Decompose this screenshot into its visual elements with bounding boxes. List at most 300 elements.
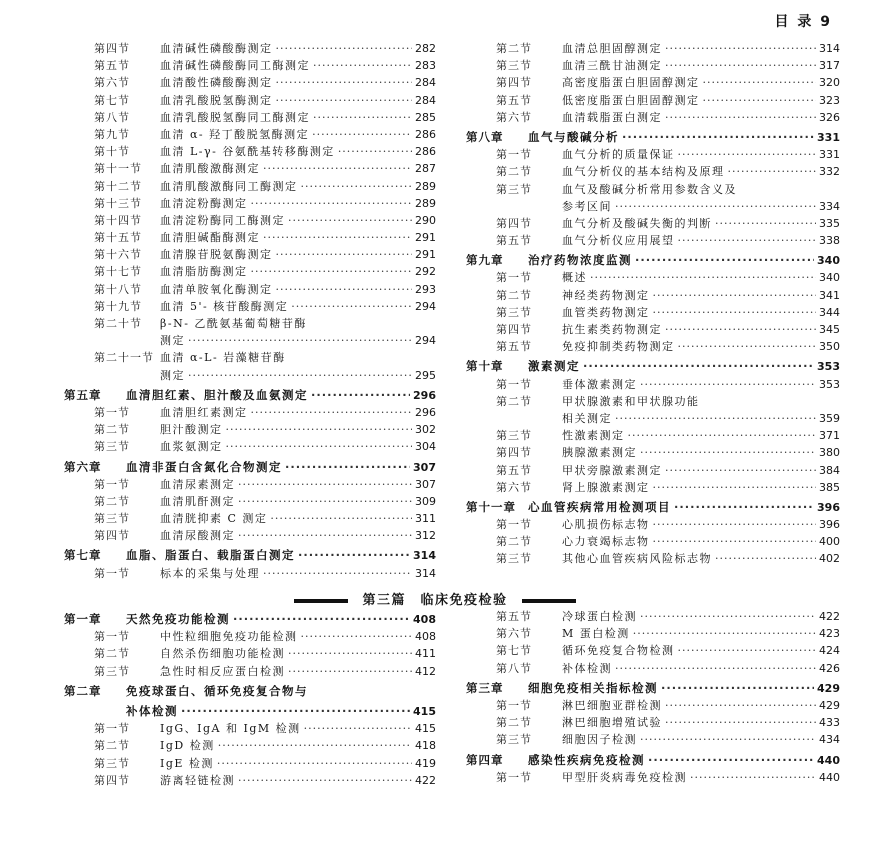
toc-entry-title: 血清酸性磷酸酶测定	[160, 76, 273, 90]
leader-dots	[665, 697, 816, 714]
toc-entry-page: 290	[415, 213, 436, 227]
toc-entry-label: 第八章	[466, 129, 504, 144]
toc-entry-title: 血清乳酸脱氢酶同工酶测定	[160, 110, 310, 124]
toc-entry-page: 292	[415, 265, 436, 279]
toc-entry-title: 测定	[160, 368, 185, 382]
toc-entry-page: 307	[415, 477, 436, 491]
toc-entry-title: 补体检测	[126, 703, 178, 718]
toc-entry-page: 295	[415, 368, 436, 382]
toc-entry-title: 血气与酸碱分析	[528, 129, 619, 144]
toc-entry-label: 第一节	[94, 630, 130, 644]
toc-entry-page: 396	[819, 518, 840, 532]
toc-column-right-top	[466, 40, 840, 568]
toc-entry-title: 血气分析仪的基本结构及原理	[562, 165, 725, 179]
toc-entry-title: 免疫球蛋白、循环免疫复合物与	[126, 683, 308, 698]
toc-section-entry	[64, 74, 436, 91]
leader-dots	[301, 178, 413, 195]
toc-entry-page: 296	[415, 405, 436, 419]
toc-entry-title: 血清 α-L- 岩藻糖苷酶	[160, 351, 286, 365]
toc-entry-page: 418	[415, 739, 436, 753]
leader-dots	[703, 92, 817, 109]
toc-entry-page: 440	[819, 770, 840, 784]
leader-dots	[251, 195, 413, 212]
leader-dots	[715, 550, 816, 567]
toc-entry-page: 344	[819, 305, 840, 319]
toc-entry-title: 血清胆红素测定	[160, 405, 248, 419]
toc-chapter-entry	[466, 680, 840, 697]
toc-chapter-entry	[64, 611, 436, 628]
toc-entry-title: 概述	[562, 271, 587, 285]
toc-entry-label: 第三节	[94, 756, 130, 770]
toc-entry-label: 第三节	[496, 552, 532, 566]
toc-entry-label: 第七节	[94, 93, 130, 107]
toc-section-entry	[466, 516, 840, 533]
toc-entry-label: 第一节	[496, 518, 532, 532]
toc-entry-page: 309	[415, 494, 436, 508]
toc-entry-label: 第六节	[496, 480, 532, 494]
toc-entry-label: 第二节	[94, 423, 130, 437]
leader-dots	[238, 476, 412, 493]
leader-dots	[665, 714, 816, 731]
toc-entry-title: 血清胆碱酯酶测定	[160, 231, 260, 245]
leader-dots	[678, 642, 817, 659]
leader-dots	[226, 438, 413, 455]
leader-dots	[690, 769, 816, 786]
toc-entry-label: 第二节	[94, 494, 130, 508]
toc-entry-title: 血清淀粉酶同工酶测定	[160, 213, 285, 227]
toc-entry-title: 淋巴细胞增殖试验	[562, 716, 662, 730]
toc-entry-page: 296	[413, 388, 436, 402]
toc-entry-label: 第十七节	[94, 265, 142, 279]
toc-entry-title: 冷球蛋白检测	[562, 610, 637, 623]
leader-dots	[665, 109, 816, 126]
toc-entry-title: 血管类药物测定	[562, 305, 650, 319]
toc-entry-title: 血气分析的质量保证	[562, 148, 675, 162]
toc-entry-label: 第三节	[496, 59, 532, 73]
toc-entry-title: 血脂、脂蛋白、载脂蛋白测定	[126, 548, 295, 563]
toc-section-entry	[64, 720, 436, 737]
toc-entry-title: 激素测定	[528, 359, 580, 374]
toc-entry-page: 353	[817, 360, 840, 374]
toc-entry-page: 396	[817, 500, 840, 514]
toc-entry-label: 第三节	[496, 733, 532, 747]
leader-dots	[728, 163, 817, 180]
toc-section-entry	[64, 92, 436, 109]
toc-entry-label: 第一节	[496, 377, 532, 391]
toc-entry-page: 314	[413, 549, 436, 563]
toc-entry-title: 天然免疫功能检测	[126, 612, 230, 626]
toc-section-entry	[64, 421, 436, 438]
toc-entry-page: 340	[819, 271, 840, 285]
toc-section-entry	[64, 367, 436, 384]
leader-dots	[640, 376, 816, 393]
toc-chapter-entry	[466, 129, 840, 146]
toc-section-entry	[64, 315, 436, 332]
toc-entry-page: 302	[415, 423, 436, 437]
leader-dots	[304, 720, 412, 737]
leader-dots	[665, 57, 816, 74]
toc-entry-page: 434	[819, 733, 840, 747]
toc-section-entry	[466, 410, 840, 427]
leader-dots	[276, 74, 413, 91]
toc-entry-title: 血清单胺氧化酶测定	[160, 282, 273, 296]
toc-section-entry	[64, 527, 436, 544]
toc-entry-label: 第八节	[94, 110, 130, 124]
toc-entry-title: 血清碱性磷酸酶同工酶测定	[160, 59, 310, 73]
leader-dots	[653, 304, 817, 321]
toc-entry-label: 第二节	[496, 535, 532, 549]
part-heading-right-rule	[522, 599, 576, 603]
toc-entry-page: 285	[415, 110, 436, 124]
toc-entry-label: 第二节	[94, 739, 130, 753]
toc-entry-label: 第七节	[496, 644, 532, 658]
toc-entry-title: 抗生素类药物测定	[562, 323, 662, 336]
toc-entry-label: 第四节	[496, 76, 532, 90]
toc-entry-title: 淋巴细胞亚群检测	[562, 698, 662, 712]
toc-section-entry	[64, 126, 436, 143]
toc-entry-title: 感染性疾病免疫检测	[528, 752, 645, 767]
toc-entry-title: 血清肌酸激酶同工酶测定	[160, 179, 298, 193]
toc-section-entry	[466, 376, 840, 393]
toc-entry-label: 第四节	[496, 216, 532, 230]
toc-section-entry	[466, 74, 840, 91]
leader-dots	[276, 92, 413, 109]
toc-entry-label: 第六节	[496, 627, 532, 641]
toc-entry-page: 287	[415, 162, 436, 176]
leader-dots	[583, 358, 814, 375]
toc-entry-label: 第十五节	[94, 231, 142, 245]
toc-entry-page: 402	[819, 552, 840, 566]
toc-chapter-entry	[64, 703, 436, 720]
toc-entry-label: 第一节	[94, 405, 130, 419]
toc-entry-page: 335	[819, 216, 840, 230]
toc-entry-page: 291	[415, 231, 436, 245]
toc-entry-label: 第十三节	[94, 196, 142, 210]
toc-entry-page: 289	[415, 179, 436, 193]
toc-section-entry	[466, 269, 840, 286]
toc-section-entry	[64, 212, 436, 229]
toc-entry-label: 第二节	[496, 394, 532, 408]
toc-entry-page: 282	[415, 42, 436, 55]
toc-chapter-entry	[466, 358, 840, 375]
leader-dots	[291, 298, 412, 315]
leader-dots	[653, 479, 817, 496]
part-heading-left-rule	[294, 599, 348, 603]
toc-entry-label: 第一节	[94, 566, 130, 580]
toc-entry-label: 第二节	[94, 647, 130, 661]
toc-section-entry	[466, 146, 840, 163]
toc-section-entry	[64, 493, 436, 510]
toc-entry-page: 323	[819, 93, 840, 107]
toc-entry-title: 心肌损伤标志物	[562, 518, 650, 532]
toc-section-entry	[64, 404, 436, 421]
toc-entry-title: 血气分析及酸碱失衡的判断	[562, 216, 712, 230]
toc-section-entry	[466, 427, 840, 444]
leader-dots	[276, 40, 413, 57]
toc-entry-page: 424	[819, 644, 840, 658]
leader-dots	[276, 246, 413, 263]
toc-entry-page: 293	[415, 282, 436, 296]
toc-section-entry	[466, 163, 840, 180]
toc-entry-page: 426	[819, 661, 840, 675]
leader-dots	[665, 321, 816, 338]
toc-entry-page: 422	[415, 773, 436, 787]
toc-section-entry	[64, 57, 436, 74]
toc-section-entry	[64, 263, 436, 280]
toc-section-entry	[466, 550, 840, 567]
toc-entry-title: 补体检测	[562, 661, 612, 675]
toc-section-entry	[466, 393, 840, 410]
toc-entry-page: 320	[819, 76, 840, 90]
toc-entry-page: 286	[415, 145, 436, 159]
toc-entry-title: 治疗药物浓度监测	[528, 253, 632, 268]
toc-entry-page: 334	[819, 199, 840, 213]
toc-section-entry	[64, 246, 436, 263]
toc-entry-page: 380	[819, 446, 840, 460]
toc-section-entry	[466, 181, 840, 198]
toc-entry-label: 第二节	[496, 42, 532, 55]
toc-entry-label: 第六章	[64, 459, 102, 474]
toc-entry-page: 284	[415, 76, 436, 90]
toc-entry-label: 第二节	[496, 288, 532, 302]
toc-section-entry	[64, 229, 436, 246]
toc-entry-page: 429	[817, 681, 840, 695]
leader-dots	[640, 608, 816, 625]
toc-entry-title: 中性粒细胞免疫功能检测	[160, 630, 298, 644]
leader-dots	[238, 527, 412, 544]
toc-entry-title: 垂体激素测定	[562, 377, 637, 391]
toc-entry-label: 第一节	[496, 698, 532, 712]
toc-entry-label: 第四节	[94, 529, 130, 543]
leader-dots	[665, 40, 816, 57]
leader-dots	[665, 462, 816, 479]
leader-dots	[226, 421, 413, 438]
toc-section-entry	[466, 198, 840, 215]
toc-entry-title: 甲状旁腺激素测定	[562, 463, 662, 477]
toc-entry-label: 第九节	[94, 127, 130, 141]
toc-entry-title: 急性时相反应蛋白检测	[160, 664, 285, 678]
leader-dots	[590, 269, 816, 286]
toc-entry-title: 甲状腺激素和甲状腺功能	[562, 394, 700, 408]
toc-section-entry	[64, 565, 436, 582]
toc-entry-label: 第四章	[466, 752, 504, 767]
toc-section-entry	[64, 160, 436, 177]
leader-dots	[678, 338, 817, 355]
toc-entry-label: 第五节	[496, 340, 532, 354]
leader-dots	[313, 109, 412, 126]
toc-section-entry	[64, 143, 436, 160]
toc-section-entry	[64, 40, 436, 57]
toc-entry-page: 311	[415, 512, 436, 526]
toc-entry-label: 第十六节	[94, 248, 142, 262]
toc-entry-label: 第一章	[64, 612, 102, 626]
toc-entry-title: IgD 检测	[160, 739, 215, 753]
toc-entry-page: 314	[819, 42, 840, 55]
toc-entry-title: 血清脂肪酶测定	[160, 265, 248, 279]
toc-entry-label: 第二十一节	[94, 351, 154, 365]
toc-entry-title: 血浆氨测定	[160, 440, 223, 454]
toc-chapter-entry	[466, 252, 840, 269]
part-heading	[0, 589, 870, 608]
toc-entry-title: 血气分析仪应用展望	[562, 234, 675, 248]
toc-section-entry	[64, 178, 436, 195]
toc-entry-title: 免疫抑制类药物测定	[562, 340, 675, 354]
toc-chapter-entry	[64, 547, 436, 564]
toc-entry-label: 第十二节	[94, 179, 142, 193]
toc-entry-label: 第六节	[94, 76, 130, 90]
toc-section-entry	[64, 195, 436, 212]
toc-entry-label: 第三章	[466, 680, 504, 695]
toc-entry-title: 胆汁酸测定	[160, 423, 223, 437]
toc-section-entry	[466, 338, 840, 355]
toc-entry-title: 相关测定	[562, 411, 612, 425]
toc-column-right-bottom	[466, 608, 840, 786]
toc-entry-title: 血清尿素测定	[160, 477, 235, 491]
leader-dots	[653, 533, 817, 550]
toc-entry-label: 第五章	[64, 387, 102, 402]
leader-dots	[263, 160, 412, 177]
toc-section-entry	[64, 737, 436, 754]
leader-dots	[633, 625, 816, 642]
toc-entry-title: 胰腺激素测定	[562, 446, 637, 460]
toc-entry-title: 细胞免疫相关指标检测	[528, 680, 658, 695]
toc-column-left-top	[64, 40, 436, 582]
toc-entry-title: 血清三酰甘油测定	[562, 59, 662, 73]
toc-entry-page: 338	[819, 234, 840, 248]
toc-entry-title: 循环免疫复合物检测	[562, 644, 675, 658]
part-title: 第三篇 临床免疫检验	[362, 593, 508, 608]
toc-entry-title: 血清胆红素、胆汁酸及血氨测定	[126, 387, 308, 402]
leader-dots	[238, 772, 412, 789]
toc-section-entry	[64, 332, 436, 349]
page-header: 目 录 9	[774, 14, 832, 30]
toc-section-entry	[466, 533, 840, 550]
toc-entry-page: 289	[415, 196, 436, 210]
toc-entry-label: 第三节	[496, 429, 532, 443]
toc-entry-label: 第四节	[496, 446, 532, 460]
leader-dots	[622, 129, 814, 146]
toc-entry-title: 血清淀粉酶测定	[160, 196, 248, 210]
toc-entry-label: 第十节	[94, 145, 130, 159]
leader-dots	[298, 547, 410, 564]
toc-entry-page: 440	[817, 753, 840, 767]
leader-dots	[628, 427, 817, 444]
toc-entry-title: 血清 L-γ- 谷氨酰基转移酶测定	[160, 145, 335, 159]
toc-section-entry	[64, 663, 436, 680]
toc-section-entry	[64, 438, 436, 455]
toc-entry-page: 415	[415, 722, 436, 736]
toc-entry-page: 359	[819, 411, 840, 425]
leader-dots	[640, 731, 816, 748]
toc-section-entry	[64, 109, 436, 126]
leader-dots	[678, 146, 817, 163]
toc-entry-label: 第一节	[496, 271, 532, 285]
leader-dots	[615, 660, 816, 677]
toc-entry-title: 血清胱抑素 C 测定	[160, 512, 268, 526]
toc-entry-page: 331	[817, 130, 840, 144]
leader-dots	[312, 126, 412, 143]
toc-entry-page: 433	[819, 716, 840, 730]
toc-entry-label: 第十一节	[94, 162, 142, 176]
toc-entry-page: 429	[819, 698, 840, 712]
toc-entry-page: 314	[415, 566, 436, 580]
toc-entry-page: 291	[415, 248, 436, 262]
toc-entry-title: 其他心血管疾病风险标志物	[562, 552, 712, 566]
toc-entry-page: 400	[819, 535, 840, 549]
leader-dots	[188, 332, 412, 349]
toc-entry-label: 第五节	[94, 59, 130, 73]
toc-entry-title: 心血管疾病常用检测项目	[528, 499, 671, 514]
toc-section-entry	[466, 92, 840, 109]
toc-section-entry	[64, 281, 436, 298]
toc-entry-page: 412	[415, 664, 436, 678]
toc-entry-page: 317	[819, 59, 840, 73]
toc-entry-title: 标本的采集与处理	[160, 566, 260, 580]
toc-entry-label: 第二节	[496, 165, 532, 179]
toc-section-entry	[466, 697, 840, 714]
leader-dots	[251, 404, 413, 421]
leader-dots	[218, 737, 412, 754]
toc-entry-title: 神经类药物测定	[562, 288, 650, 302]
toc-entry-title: 参考区间	[562, 199, 612, 213]
leader-dots	[288, 663, 412, 680]
toc-entry-page: 408	[413, 613, 436, 626]
toc-entry-label: 第四节	[496, 323, 532, 336]
toc-section-entry	[466, 608, 840, 625]
leader-dots	[181, 703, 410, 720]
toc-section-entry	[466, 769, 840, 786]
toc-entry-label: 第一节	[94, 477, 130, 491]
leader-dots	[188, 367, 412, 384]
toc-entry-page: 340	[817, 254, 840, 268]
toc-chapter-entry	[64, 387, 436, 404]
toc-entry-page: 326	[819, 110, 840, 124]
toc-entry-title: IgE 检测	[160, 756, 214, 770]
toc-entry-page: 283	[415, 59, 436, 73]
toc-entry-page: 350	[819, 340, 840, 354]
toc-entry-label: 第三节	[94, 440, 130, 454]
toc-section-entry	[64, 476, 436, 493]
toc-entry-page: 411	[415, 647, 436, 661]
leader-dots	[238, 493, 412, 510]
leader-dots	[263, 229, 412, 246]
toc-entry-label: 第三节	[496, 305, 532, 319]
toc-entry-title: 低密度脂蛋白胆固醇测定	[562, 93, 700, 107]
toc-entry-label: 第十章	[466, 359, 504, 374]
toc-entry-label: 第十八节	[94, 282, 142, 296]
toc-entry-label: 第四节	[94, 42, 130, 55]
toc-entry-page: 423	[819, 627, 840, 641]
leader-dots	[674, 499, 814, 516]
toc-entry-label: 第十四节	[94, 213, 142, 227]
toc-entry-title: 自然杀伤细胞功能检测	[160, 647, 285, 661]
toc-entry-title: 血清尿酸测定	[160, 529, 235, 543]
toc-entry-title: M 蛋白检测	[562, 627, 630, 641]
toc-entry-title: 游离轻链检测	[160, 773, 235, 787]
toc-entry-label: 第二章	[64, 683, 102, 698]
toc-entry-title: 甲型肝炎病毒免疫检测	[562, 770, 687, 784]
toc-entry-label: 第一节	[496, 770, 532, 784]
toc-section-entry	[466, 660, 840, 677]
toc-entry-label: 第三节	[496, 182, 532, 196]
toc-entry-page: 312	[415, 529, 436, 543]
toc-entry-title: 血清肌酸激酶测定	[160, 162, 260, 176]
leader-dots	[615, 410, 816, 427]
toc-entry-label: 第三节	[94, 664, 130, 678]
toc-entry-label: 第十九节	[94, 299, 142, 313]
leader-dots	[217, 755, 412, 772]
toc-section-entry	[466, 714, 840, 731]
